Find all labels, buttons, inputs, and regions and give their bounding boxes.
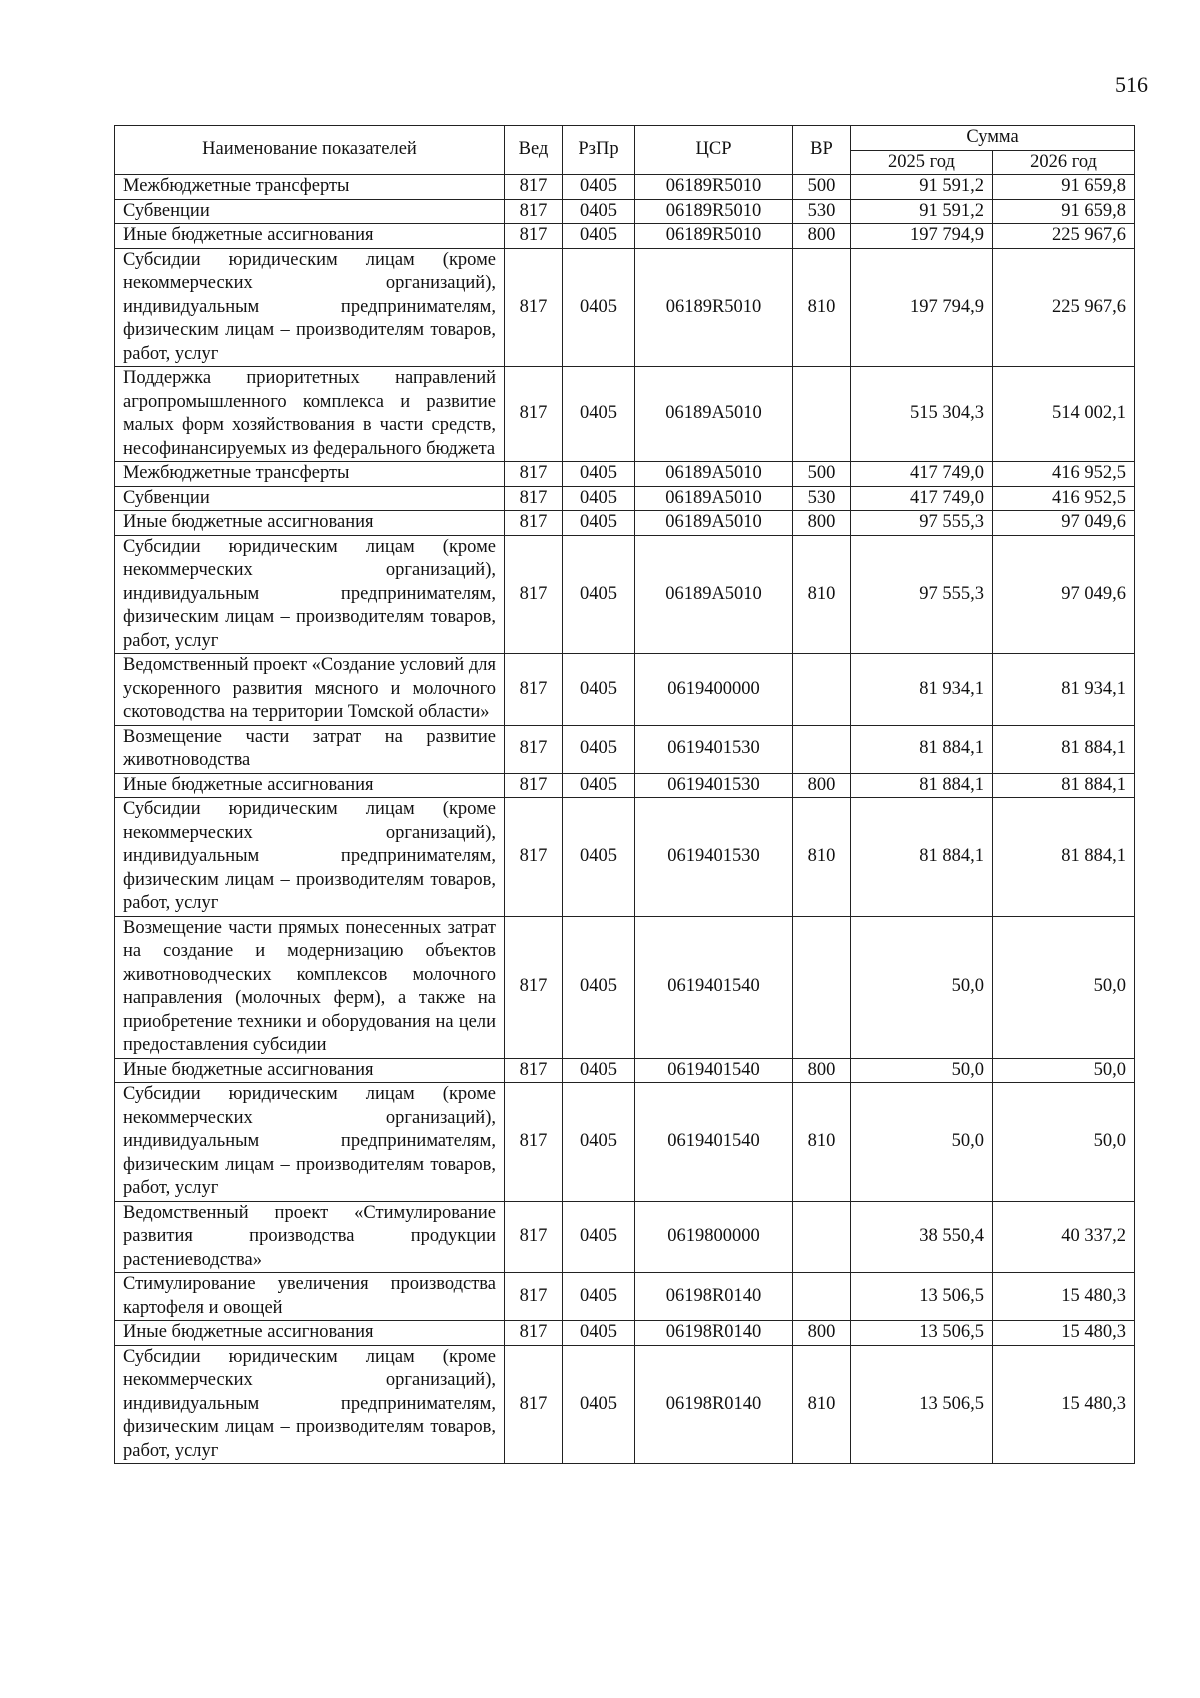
- cell-vr: 810: [793, 248, 851, 367]
- cell-sum-2026: 91 659,8: [993, 199, 1135, 224]
- table-row: [115, 1083, 1135, 1202]
- cell-sum-2025: 417 749,0: [851, 486, 993, 511]
- cell-csr: 0619401530: [635, 773, 793, 798]
- cell-name: Субсидии юридическим лицам (кроме некоммерческих организаций), индивидуальным предпринимателям, физическим лицам – производителям товаров, работ, услуг: [115, 1345, 505, 1464]
- table-row: [115, 1321, 1135, 1346]
- cell-ved: 817: [505, 1273, 563, 1321]
- cell-csr: 0619401540: [635, 1083, 793, 1202]
- cell-sum-2026: 225 967,6: [993, 248, 1135, 367]
- cell-csr: 06189A5010: [635, 535, 793, 654]
- table-row: [115, 773, 1135, 798]
- cell-rzpr: 0405: [563, 175, 635, 200]
- table-row: [115, 248, 1135, 367]
- table-row: [115, 916, 1135, 1058]
- cell-sum-2026: 50,0: [993, 1058, 1135, 1083]
- cell-vr: [793, 1201, 851, 1273]
- cell-vr: 800: [793, 1058, 851, 1083]
- cell-name: Иные бюджетные ассигнования: [115, 224, 505, 249]
- cell-rzpr: 0405: [563, 798, 635, 917]
- cell-sum-2025: 81 934,1: [851, 654, 993, 726]
- cell-ved: 817: [505, 462, 563, 487]
- table-row: [115, 486, 1135, 511]
- cell-rzpr: 0405: [563, 511, 635, 536]
- cell-sum-2025: 81 884,1: [851, 725, 993, 773]
- cell-vr: 800: [793, 224, 851, 249]
- header-year-2025: 2025 год: [851, 150, 993, 175]
- cell-sum-2025: 81 884,1: [851, 773, 993, 798]
- cell-vr: [793, 1273, 851, 1321]
- cell-rzpr: 0405: [563, 1083, 635, 1202]
- table-row: [115, 654, 1135, 726]
- cell-csr: 06189R5010: [635, 224, 793, 249]
- cell-csr: 0619401540: [635, 916, 793, 1058]
- cell-sum-2025: 91 591,2: [851, 199, 993, 224]
- table-row: [115, 1345, 1135, 1464]
- cell-ved: 817: [505, 367, 563, 462]
- table-row: [115, 535, 1135, 654]
- cell-ved: 817: [505, 175, 563, 200]
- cell-csr: 06189A5010: [635, 367, 793, 462]
- cell-vr: [793, 367, 851, 462]
- cell-name: Иные бюджетные ассигнования: [115, 1058, 505, 1083]
- budget-table: [114, 125, 1135, 1464]
- cell-vr: 500: [793, 462, 851, 487]
- cell-name: Иные бюджетные ассигнования: [115, 511, 505, 536]
- cell-csr: 0619800000: [635, 1201, 793, 1273]
- table-row: [115, 798, 1135, 917]
- cell-sum-2026: 15 480,3: [993, 1345, 1135, 1464]
- cell-sum-2025: 97 555,3: [851, 511, 993, 536]
- cell-vr: 810: [793, 798, 851, 917]
- cell-sum-2026: 50,0: [993, 916, 1135, 1058]
- cell-ved: 817: [505, 773, 563, 798]
- cell-name: Субсидии юридическим лицам (кроме некоммерческих организаций), индивидуальным предпринимателям, физическим лицам – производителям товаров, работ, услуг: [115, 248, 505, 367]
- cell-vr: 810: [793, 1345, 851, 1464]
- cell-sum-2025: 13 506,5: [851, 1273, 993, 1321]
- cell-rzpr: 0405: [563, 1201, 635, 1273]
- table-row: [115, 1201, 1135, 1273]
- cell-name: Ведомственный проект «Создание условий для ускоренного развития мясного и молочного скотоводства на территории Томской области»: [115, 654, 505, 726]
- cell-name: Стимулирование увеличения производства картофеля и овощей: [115, 1273, 505, 1321]
- cell-ved: 817: [505, 486, 563, 511]
- header-ved: Вед: [505, 126, 563, 175]
- cell-rzpr: 0405: [563, 462, 635, 487]
- cell-sum-2025: 38 550,4: [851, 1201, 993, 1273]
- cell-sum-2026: 416 952,5: [993, 462, 1135, 487]
- cell-rzpr: 0405: [563, 1058, 635, 1083]
- cell-ved: 817: [505, 1058, 563, 1083]
- cell-ved: 817: [505, 511, 563, 536]
- cell-vr: [793, 725, 851, 773]
- cell-sum-2026: 97 049,6: [993, 511, 1135, 536]
- table-row: [115, 1273, 1135, 1321]
- cell-ved: 817: [505, 1345, 563, 1464]
- cell-sum-2025: 81 884,1: [851, 798, 993, 917]
- cell-sum-2026: 225 967,6: [993, 224, 1135, 249]
- cell-ved: 817: [505, 248, 563, 367]
- table-body: [115, 175, 1135, 1464]
- cell-csr: 06189A5010: [635, 511, 793, 536]
- cell-ved: 817: [505, 1321, 563, 1346]
- cell-sum-2025: 13 506,5: [851, 1321, 993, 1346]
- cell-rzpr: 0405: [563, 1273, 635, 1321]
- cell-ved: 817: [505, 224, 563, 249]
- cell-rzpr: 0405: [563, 916, 635, 1058]
- cell-ved: 817: [505, 916, 563, 1058]
- cell-name: Возмещение части затрат на развитие животноводства: [115, 725, 505, 773]
- cell-sum-2026: 40 337,2: [993, 1201, 1135, 1273]
- cell-sum-2026: 91 659,8: [993, 175, 1135, 200]
- cell-csr: 06189R5010: [635, 248, 793, 367]
- cell-sum-2026: 81 934,1: [993, 654, 1135, 726]
- cell-sum-2025: 91 591,2: [851, 175, 993, 200]
- cell-vr: [793, 916, 851, 1058]
- cell-rzpr: 0405: [563, 773, 635, 798]
- cell-sum-2025: 50,0: [851, 1058, 993, 1083]
- cell-csr: 06198R0140: [635, 1345, 793, 1464]
- cell-name: Субсидии юридическим лицам (кроме некоммерческих организаций), индивидуальным предпринимателям, физическим лицам – производителям товаров, работ, услуг: [115, 798, 505, 917]
- cell-csr: 06189A5010: [635, 462, 793, 487]
- cell-name: Ведомственный проект «Стимулирование развития производства продукции растениеводства»: [115, 1201, 505, 1273]
- cell-sum-2025: 417 749,0: [851, 462, 993, 487]
- cell-name: Межбюджетные трансферты: [115, 462, 505, 487]
- table-row: [115, 462, 1135, 487]
- cell-sum-2026: 97 049,6: [993, 535, 1135, 654]
- cell-rzpr: 0405: [563, 725, 635, 773]
- table-row: [115, 175, 1135, 200]
- cell-csr: 06198R0140: [635, 1321, 793, 1346]
- cell-name: Субвенции: [115, 486, 505, 511]
- cell-name: Возмещение части прямых понесенных затрат на создание и модернизацию объектов животноводческих комплексов молочного направления (молочных ферм), а также на приобретение техники и оборудования на цели предоставления субсидии: [115, 916, 505, 1058]
- cell-name: Иные бюджетные ассигнования: [115, 773, 505, 798]
- cell-ved: 817: [505, 798, 563, 917]
- cell-name: Поддержка приоритетных направлений агропромышленного комплекса и развитие малых форм хозяйствования в части средств, несофинансируемых из федерального бюджета: [115, 367, 505, 462]
- table-row: [115, 1058, 1135, 1083]
- cell-vr: 530: [793, 199, 851, 224]
- cell-ved: 817: [505, 1083, 563, 1202]
- cell-rzpr: 0405: [563, 535, 635, 654]
- cell-sum-2026: 15 480,3: [993, 1321, 1135, 1346]
- cell-sum-2025: 515 304,3: [851, 367, 993, 462]
- cell-vr: 800: [793, 1321, 851, 1346]
- cell-ved: 817: [505, 654, 563, 726]
- cell-rzpr: 0405: [563, 367, 635, 462]
- cell-sum-2025: 50,0: [851, 916, 993, 1058]
- cell-name: Субсидии юридическим лицам (кроме некоммерческих организаций), индивидуальным предпринимателям, физическим лицам – производителям товаров, работ, услуг: [115, 535, 505, 654]
- table-row: [115, 367, 1135, 462]
- cell-sum-2026: 81 884,1: [993, 773, 1135, 798]
- cell-sum-2026: 81 884,1: [993, 725, 1135, 773]
- header-year-2026: 2026 год: [993, 150, 1135, 175]
- cell-csr: 06189A5010: [635, 486, 793, 511]
- cell-vr: 810: [793, 535, 851, 654]
- cell-sum-2026: 514 002,1: [993, 367, 1135, 462]
- cell-sum-2026: 416 952,5: [993, 486, 1135, 511]
- table-row: [115, 199, 1135, 224]
- cell-ved: 817: [505, 535, 563, 654]
- cell-sum-2025: 97 555,3: [851, 535, 993, 654]
- table-header: [115, 126, 1135, 175]
- cell-sum-2025: 197 794,9: [851, 248, 993, 367]
- cell-rzpr: 0405: [563, 654, 635, 726]
- cell-ved: 817: [505, 725, 563, 773]
- header-csr: ЦСР: [635, 126, 793, 175]
- cell-sum-2026: 50,0: [993, 1083, 1135, 1202]
- cell-rzpr: 0405: [563, 1321, 635, 1346]
- header-name: Наименование показателей: [115, 126, 505, 175]
- cell-sum-2025: 197 794,9: [851, 224, 993, 249]
- cell-sum-2025: 13 506,5: [851, 1345, 993, 1464]
- cell-csr: 06189R5010: [635, 175, 793, 200]
- header-sum: Сумма: [851, 126, 1135, 151]
- cell-ved: 817: [505, 199, 563, 224]
- cell-rzpr: 0405: [563, 1345, 635, 1464]
- cell-rzpr: 0405: [563, 224, 635, 249]
- cell-csr: 0619401530: [635, 725, 793, 773]
- cell-vr: 800: [793, 773, 851, 798]
- cell-name: Субвенции: [115, 199, 505, 224]
- cell-vr: 530: [793, 486, 851, 511]
- cell-sum-2026: 81 884,1: [993, 798, 1135, 917]
- cell-csr: 06189R5010: [635, 199, 793, 224]
- cell-vr: [793, 654, 851, 726]
- cell-sum-2025: 50,0: [851, 1083, 993, 1202]
- cell-csr: 06198R0140: [635, 1273, 793, 1321]
- cell-rzpr: 0405: [563, 486, 635, 511]
- header-rzpr: РзПр: [563, 126, 635, 175]
- table-row: [115, 224, 1135, 249]
- cell-name: Субсидии юридическим лицам (кроме некоммерческих организаций), индивидуальным предпринимателям, физическим лицам – производителям товаров, работ, услуг: [115, 1083, 505, 1202]
- page-number: 516: [1115, 72, 1148, 97]
- header-vr: ВР: [793, 126, 851, 175]
- cell-csr: 0619401540: [635, 1058, 793, 1083]
- cell-rzpr: 0405: [563, 248, 635, 367]
- cell-name: Межбюджетные трансферты: [115, 175, 505, 200]
- cell-csr: 0619400000: [635, 654, 793, 726]
- cell-vr: 500: [793, 175, 851, 200]
- table-row: [115, 725, 1135, 773]
- cell-rzpr: 0405: [563, 199, 635, 224]
- cell-ved: 817: [505, 1201, 563, 1273]
- table-row: [115, 511, 1135, 536]
- cell-vr: 810: [793, 1083, 851, 1202]
- cell-name: Иные бюджетные ассигнования: [115, 1321, 505, 1346]
- cell-csr: 0619401530: [635, 798, 793, 917]
- cell-vr: 800: [793, 511, 851, 536]
- cell-sum-2026: 15 480,3: [993, 1273, 1135, 1321]
